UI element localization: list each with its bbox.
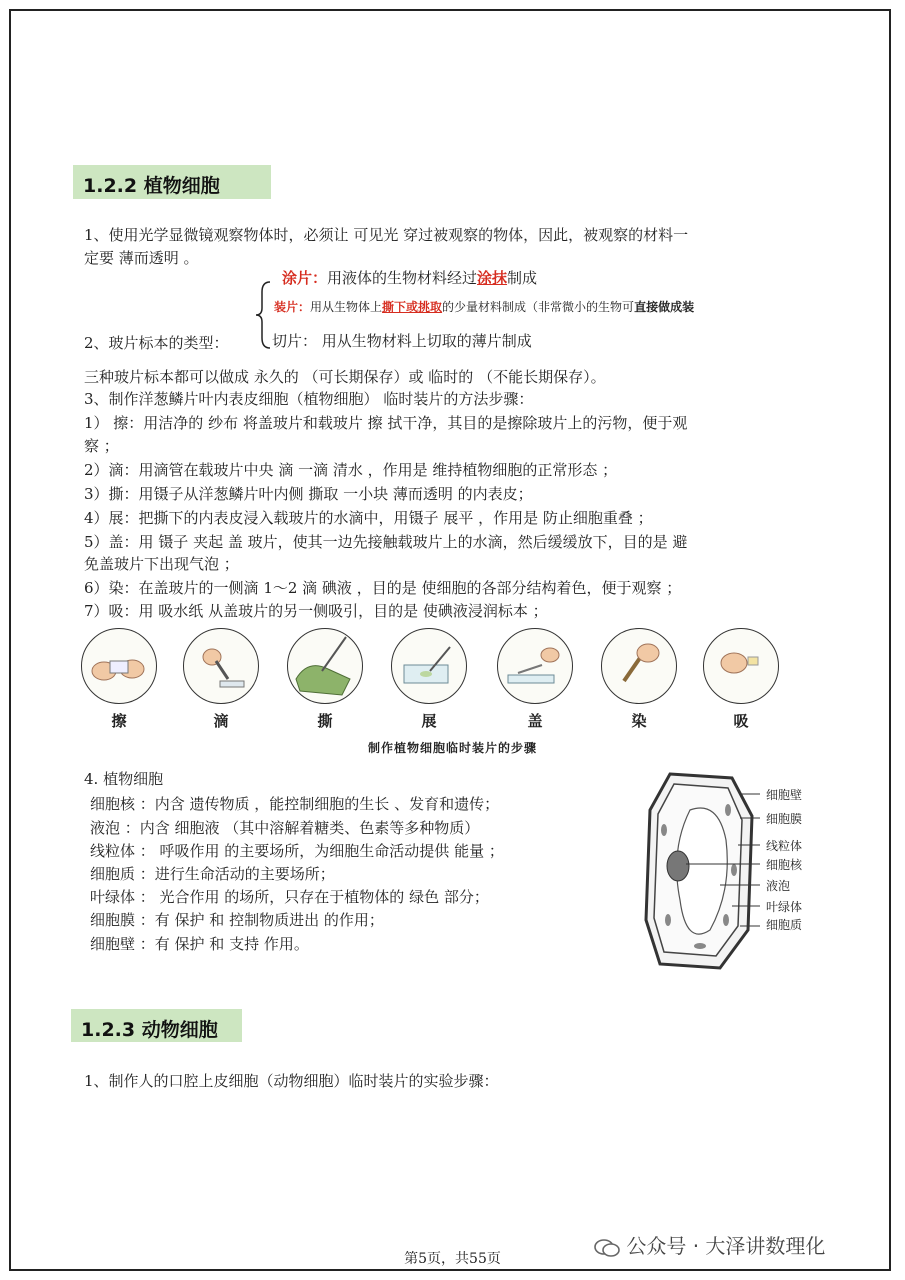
cell-label: 线粒体 <box>766 839 803 853</box>
smear-definition <box>282 267 537 289</box>
plant-cell-title: 4. 植物细胞 <box>84 770 164 788</box>
slide-types-intro: 2、玻片标本的类型： <box>84 334 229 352</box>
step-label: 盖 <box>527 712 543 730</box>
step-line: 5）盖：用 镊子 夹起 盖 玻片，使其一边先接触载玻片上的水滴，然后缓缓放下，目的是 避 <box>84 533 688 551</box>
plant-cell-item: 细胞膜 ：有 保护 和 控制物质进出 的作用； <box>90 911 384 929</box>
smear-text-a: 用液体的生物材料经过 <box>327 269 478 287</box>
section-definition: 切片： 用从生物材料上切取的薄片制成 <box>272 332 532 350</box>
slide-spread-icon <box>392 629 466 703</box>
section-heading-plant-cell: 1.2.2 植物细胞 <box>73 165 271 199</box>
paragraph-3-line-1: 三种玻片标本都可以做成 永久的 （可长期保存）或 临时的 （不能长期保存）。 <box>84 368 606 386</box>
section-heading-animal-cell: 1.2.3 动物细胞 <box>71 1009 242 1042</box>
plant-cell-item: 叶绿体 ： 光合作用 的场所，只存在于植物体的 绿色 部分； <box>90 888 489 906</box>
iodine-dropper-icon <box>602 629 676 703</box>
mount-text-a: 用从生物体上 <box>310 300 383 314</box>
step-image-absorb <box>703 628 779 704</box>
smear-keyword: 涂抹 <box>477 269 508 287</box>
step-image-cover <box>497 628 573 704</box>
cell-label: 细胞核 <box>766 858 803 872</box>
step-line: 察 ； <box>84 437 119 455</box>
step-image-spread <box>391 628 467 704</box>
step-label: 染 <box>631 712 647 730</box>
mount-term: 装片： <box>274 300 311 314</box>
plant-cell-item: 细胞壁 ：有 保护 和 支持 作用。 <box>90 935 309 953</box>
step-image-tear <box>287 628 363 704</box>
cell-label: 叶绿体 <box>766 900 803 914</box>
paragraph-1-line-2: 定要 薄而透明 。 <box>84 249 199 267</box>
step-line: 1） 擦：用洁净的 纱布 将盖玻片和载玻片 擦 拭干净，其目的是擦除玻片上的污物，便于观 <box>84 414 688 432</box>
onion-peel-icon <box>288 629 362 703</box>
cell-label: 液泡 <box>766 879 791 893</box>
step-label: 吸 <box>733 712 749 730</box>
step-image-wipe <box>81 628 157 704</box>
step-label: 展 <box>421 712 437 730</box>
step-image-stain <box>601 628 677 704</box>
absorbent-paper-icon <box>704 629 778 703</box>
cell-label: 细胞膜 <box>766 812 803 826</box>
paragraph-3-line-2: 3、制作洋葱鳞片叶内表皮细胞（植物细胞） 临时装片的方法步骤： <box>84 390 534 408</box>
step-label: 撕 <box>317 712 333 730</box>
plant-cell-item: 细胞质 ：进行生命活动的主要场所； <box>90 865 335 883</box>
plant-cell-item: 线粒体 ： 呼吸作用 的主要场所，为细胞生命活动提供 能量 ； <box>90 842 504 860</box>
paragraph-5: 1、制作人的口腔上皮细胞（动物细胞）临时装片的实验步骤： <box>84 1072 499 1090</box>
step-line: 2）滴：用滴管在载玻片中央 滴 一滴 清水 ，作用是 维持植物细胞的正常形态 ； <box>84 461 618 479</box>
mount-keyword: 撕下或挑取 <box>382 300 443 314</box>
cover-slip-icon <box>498 629 572 703</box>
plant-cell-item: 液泡 ：内含 细胞液 （其中溶解着糖类、色素等多种物质） <box>90 819 480 837</box>
step-label: 擦 <box>111 712 127 730</box>
paragraph-1-line-1: 1、使用光学显微镜观察物体时，必须让 可见光 穿过被观察的物体，因此，被观察的材料一 <box>84 226 689 244</box>
step-label: 滴 <box>213 712 229 730</box>
brace-icon <box>254 280 272 350</box>
step-line: 免盖玻片下出现气泡 ； <box>84 555 239 573</box>
mount-text-b: 的少量材料制成（非常微小的生物可 <box>442 300 635 314</box>
step-line: 4）展：把撕下的内表皮浸入载玻片的水滴中，用镊子 展平 ，作用是 防止细胞重叠 ； <box>84 509 653 527</box>
step-line: 7）吸：用 吸水纸 从盖玻片的另一侧吸引，目的是 使碘液浸润标本 ； <box>84 602 548 620</box>
watermark-text: 公众号 · 大泽讲数理化 <box>626 1234 826 1258</box>
mount-definition <box>274 296 694 318</box>
cell-label: 细胞壁 <box>766 788 803 802</box>
dropper-icon <box>184 629 258 703</box>
smear-text-b: 制成 <box>507 269 538 287</box>
step-image-drop <box>183 628 259 704</box>
cell-label: 细胞质 <box>766 918 803 932</box>
hands-wiping-icon <box>82 629 156 703</box>
plant-cell-diagram <box>640 770 760 972</box>
page-number: 第5页，共55页 <box>404 1251 501 1267</box>
smear-term: 涂片： <box>282 269 328 287</box>
figure-caption: 制作植物细胞临时装片的步骤 <box>367 741 537 755</box>
step-line: 6）染：在盖玻片的一侧滴 1～2 滴 碘液 ，目的是 使细胞的各部分结构着色，便于观察 ； <box>84 579 682 597</box>
mount-text-c: 直接做成装 <box>634 300 695 314</box>
plant-cell-item: 细胞核 ：内含 遗传物质 ，能控制细胞的生长 、发育和遗传； <box>90 795 500 813</box>
step-line: 3）撕：用镊子从洋葱鳞片叶内侧 撕取 一小块 薄而透明 的内表皮； <box>84 485 533 503</box>
